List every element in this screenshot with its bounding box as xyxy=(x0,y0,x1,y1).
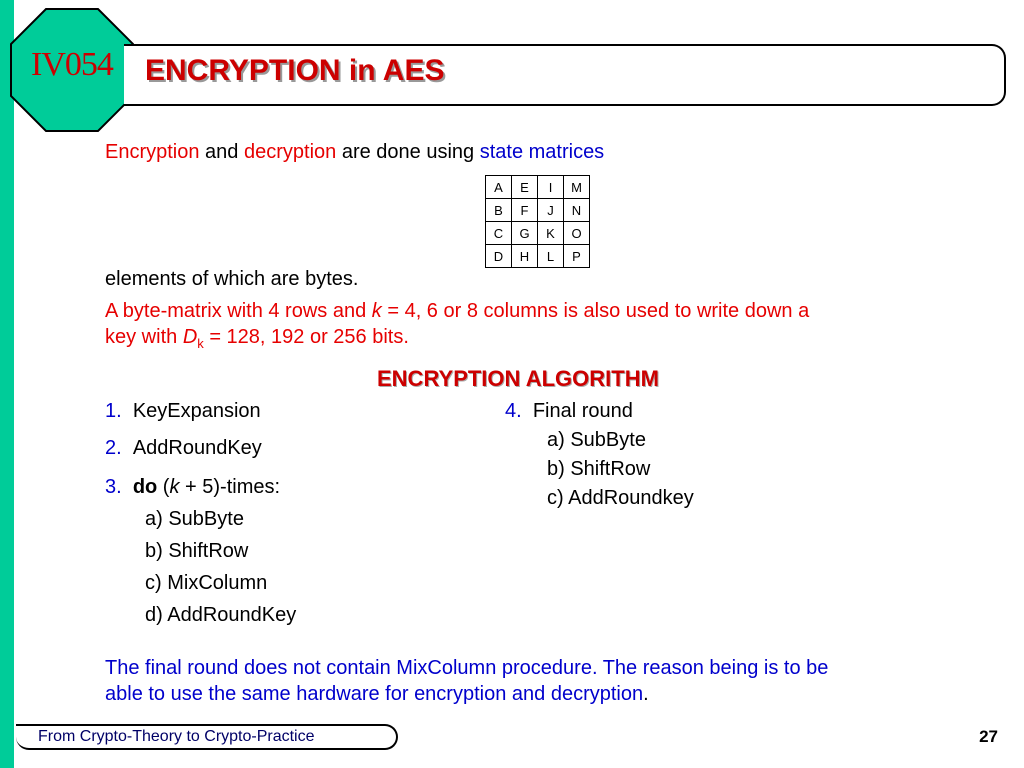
key-paragraph xyxy=(105,298,809,357)
state-matrix-cell: N xyxy=(564,199,590,222)
slide-title: ENCRYPTION in AES xyxy=(145,54,445,87)
state-matrix-row xyxy=(486,245,590,268)
state-matrix-row xyxy=(486,176,590,199)
intro-decryption: decryption xyxy=(243,141,337,163)
intro-done-using: are done using xyxy=(336,141,480,163)
final-note xyxy=(105,655,828,707)
state-matrix-cell: A xyxy=(486,176,512,199)
page-number: 27 xyxy=(979,727,998,746)
intro-matrices: matrices xyxy=(523,141,605,163)
step-1 xyxy=(105,400,261,423)
key-text-k: k xyxy=(371,300,382,322)
step-2-number: 2. xyxy=(105,437,122,459)
state-matrix-cell: C xyxy=(486,222,512,245)
step-4-label: Final round xyxy=(532,400,633,422)
footer-text: From Crypto-Theory to Crypto-Practice xyxy=(38,728,315,745)
step-4-sub-b: b) ShiftRow xyxy=(547,458,651,480)
state-matrix-cell: J xyxy=(538,199,564,222)
state-matrix-cell: K xyxy=(538,222,564,245)
key-text-sub: k xyxy=(197,336,204,351)
state-matrix-cell: L xyxy=(538,245,564,268)
final-note-line-2: able to use the same hardware for encryption and decryption xyxy=(105,683,644,705)
step-3-do: do xyxy=(132,476,158,498)
key-text-d: D xyxy=(182,326,198,348)
state-matrix-cell: H xyxy=(512,245,538,268)
elements-text: elements of which are bytes. xyxy=(105,268,359,290)
course-code: IV054 xyxy=(31,46,113,83)
final-note-period: . xyxy=(643,683,649,705)
step-3-sub-b: b) ShiftRow xyxy=(145,540,249,562)
step-3-k: k xyxy=(169,476,180,498)
step-4-sub-c: c) AddRoundkey xyxy=(547,487,694,509)
step-3-sub-c: c) MixColumn xyxy=(145,572,268,594)
state-matrix-cell: G xyxy=(512,222,538,245)
step-1-label: KeyExpansion xyxy=(132,400,261,422)
key-text-1: A byte-matrix with 4 rows and xyxy=(105,300,372,322)
key-text-4: = 128, 192 or 256 bits. xyxy=(203,326,409,348)
state-matrix-cell: O xyxy=(564,222,590,245)
key-text-2: = 4, 6 or 8 columns is also used to write down a xyxy=(381,300,810,322)
step-2-label: AddRoundKey xyxy=(132,437,262,459)
step-4-sub-a: a) SubByte xyxy=(547,429,646,451)
intro-state: state xyxy=(479,141,524,163)
step-1-number: 1. xyxy=(105,400,122,422)
state-matrix-cell: E xyxy=(512,176,538,199)
state-matrix-row xyxy=(486,199,590,222)
step-3-sub-d: d) AddRoundKey xyxy=(145,604,297,626)
state-matrix-cell: I xyxy=(538,176,564,199)
key-text-3: key with xyxy=(105,326,183,348)
algorithm-title: ENCRYPTION ALGORITHM xyxy=(377,366,659,391)
state-matrix-cell: F xyxy=(512,199,538,222)
state-matrix-row xyxy=(486,222,590,245)
final-note-line-1: The final round does not contain MixColumn procedure. The reason being is to be xyxy=(105,657,829,679)
step-3 xyxy=(105,476,280,499)
intro-and: and xyxy=(199,141,244,163)
step-3-sub-a: a) SubByte xyxy=(145,508,244,530)
state-matrix-cell: P xyxy=(564,245,590,268)
step-4 xyxy=(505,400,633,423)
step-2 xyxy=(105,437,262,460)
step-4-number: 4. xyxy=(505,400,522,422)
step-3-rest: + 5)-times: xyxy=(179,476,281,498)
intro-encryption: Encryption xyxy=(105,141,200,163)
step-3-number: 3. xyxy=(105,476,122,498)
state-matrix-cell: M xyxy=(564,176,590,199)
step-3-open: ( xyxy=(157,476,170,498)
state-matrix-cell: D xyxy=(486,245,512,268)
intro-line xyxy=(105,139,604,165)
state-matrix-table xyxy=(485,175,590,268)
state-matrix-cell: B xyxy=(486,199,512,222)
